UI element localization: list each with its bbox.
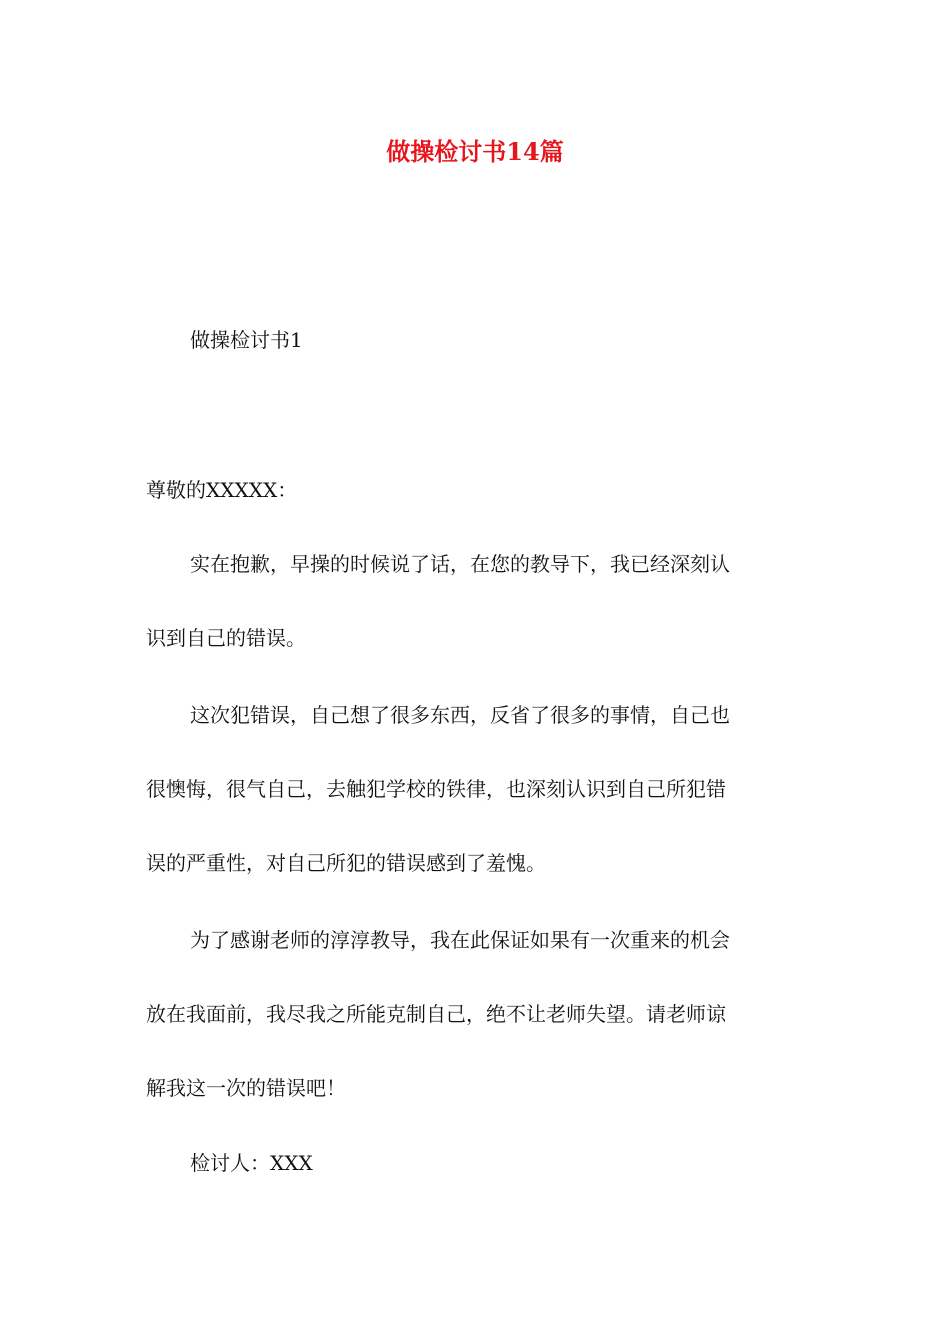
signature: 检讨人：XXX: [190, 1151, 313, 1175]
paragraph-2-line-2: 很懊悔，很气自己，去触犯学校的铁律，也深刻认识到自己所犯错: [146, 777, 726, 801]
paragraph-1-line-2: 识到自己的错误。: [146, 626, 306, 650]
document-title: 做操检讨书14篇: [386, 137, 564, 166]
salutation: 尊敬的XXXXX：: [146, 478, 298, 502]
section-heading: 做操检讨书1: [190, 328, 303, 352]
paragraph-2-line-3: 误的严重性，对自己所犯的错误感到了羞愧。: [146, 851, 546, 875]
paragraph-1-line-1: 实在抱歉，早操的时候说了话，在您的教导下，我已经深刻认: [190, 552, 730, 576]
paragraph-3-line-3: 解我这一次的错误吧！: [146, 1076, 346, 1100]
paragraph-2-line-1: 这次犯错误，自己想了很多东西，反省了很多的事情，自己也: [190, 703, 730, 727]
paragraph-3-line-2: 放在我面前，我尽我之所能克制自己，绝不让老师失望。请老师谅: [146, 1002, 726, 1026]
paragraph-3-line-1: 为了感谢老师的淳淳教导，我在此保证如果有一次重来的机会: [190, 928, 730, 952]
